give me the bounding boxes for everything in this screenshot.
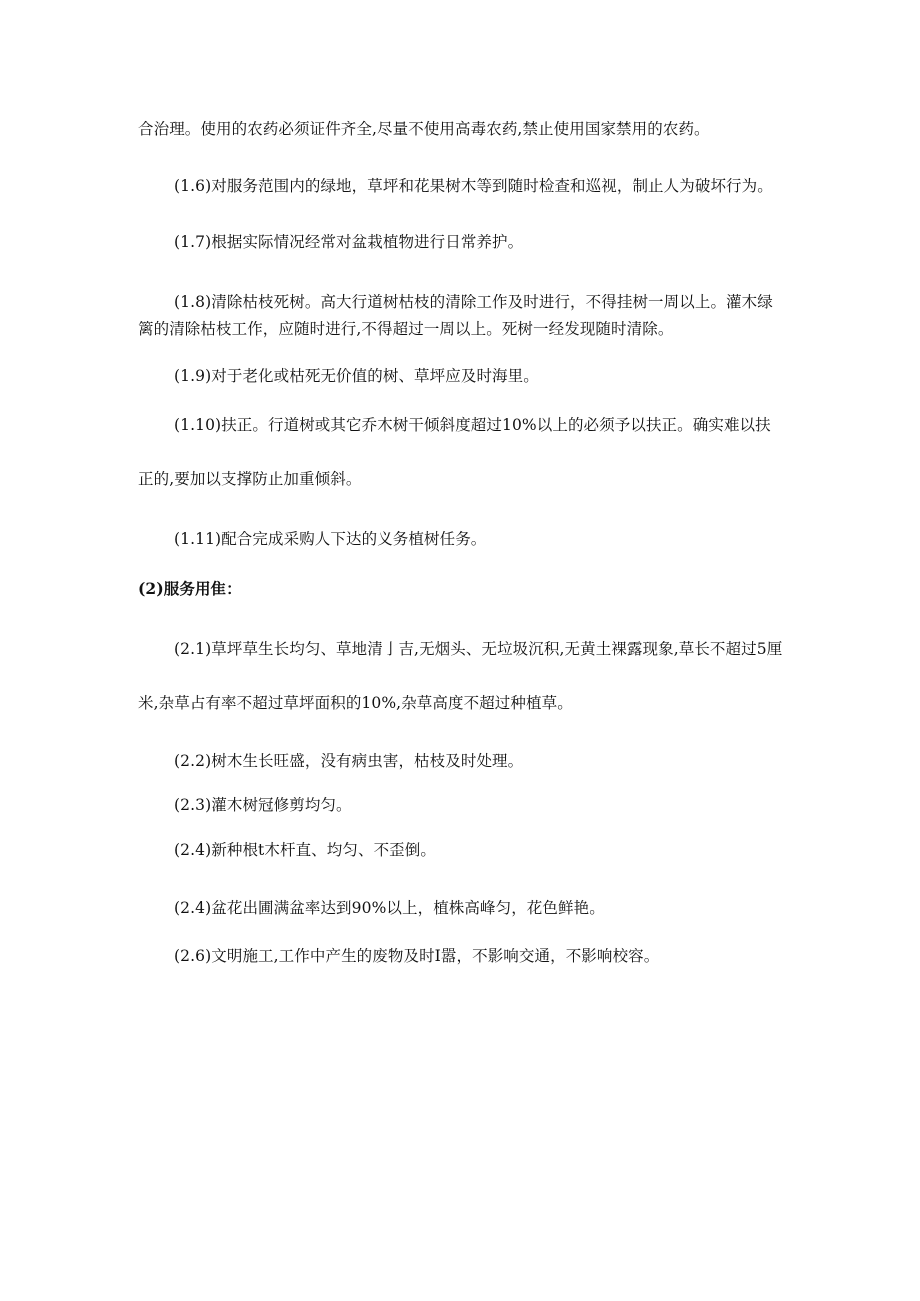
paragraph-2-4-potted-flowers: (2.4)盆花出圃满盆率达到90%以上，植株高峰匀，花色鲜艳。 (174, 899, 605, 917)
paragraph-1-7: (1.7)根据实际情况经常对盆栽植物进行日常养护。 (174, 233, 524, 251)
document-body (138, 116, 786, 970)
paragraph-2-3: (2.3)灌木树冠修剪均匀。 (174, 796, 352, 814)
section-heading-service-standards: (2)服务用隹： (138, 579, 242, 598)
paragraph-2-4-planting: (2.4)新种根t木杆直、均匀、不歪倒。 (174, 841, 436, 859)
paragraph-2-2: (2.2)树木生长旺盛，没有病虫害，枯枝及时处理。 (174, 752, 524, 770)
paragraph-pesticide-use: 合治理。使用的农药必须证件齐全,尽量不使用高毒农药,禁止使用国家禁用的农药。 (138, 120, 710, 138)
paragraph-2-6: (2.6)文明施工,工作中产生的废物及时I嚣，不影响交通，不影响校容。 (174, 947, 660, 965)
paragraph-1-10: (1.10)扶正。行道树或其它乔木树干倾斜度超过10%以上的必须予以扶正。确实难以扶正的,要加以支撑防止加重倾斜。 (138, 416, 771, 488)
paragraph-1-8: (1.8)清除枯枝死树。高大行道树枯枝的清除工作及时进行，不得挂树一周以上。灌木绿篱的清除枯枝工作，应随时进行,不得超过一周以上。死树一经发现随时清除。 (138, 293, 773, 338)
paragraph-2-1: (2.1)草坪草生长均匀、草地清亅吉,无烟头、无垃圾沉积,无黄土裸露现象,草长不超过5厘米,杂草占有率不超过草坪面积的10%,杂草高度不超过种植草。 (138, 640, 783, 712)
paragraph-1-6: (1.6)对服务范围内的绿地，草坪和花果树木等到随时检查和巡视，制止人为破坏行为。 (174, 177, 773, 195)
paragraph-1-11: (1.11)配合完成采购人下达的义务植树任务。 (174, 530, 487, 548)
paragraph-1-9: (1.9)对于老化或枯死无价值的树、草坪应及时海里。 (174, 367, 539, 385)
